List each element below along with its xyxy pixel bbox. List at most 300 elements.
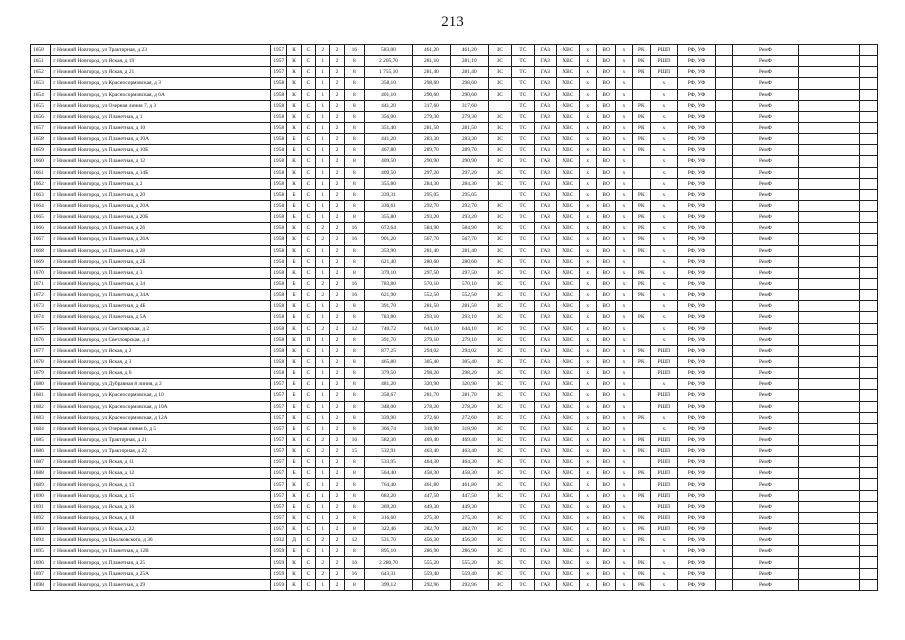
cell-roof-type: С bbox=[301, 167, 315, 178]
cell-extra-column bbox=[799, 145, 860, 156]
cell-address: г Нижний Новгород, ул Планетная, д 12 bbox=[51, 156, 271, 167]
cell-water-disposal: ВО bbox=[596, 557, 615, 568]
cell-entrances: 1 bbox=[316, 501, 330, 512]
cell-build-year: 1958 bbox=[271, 334, 287, 345]
cell-row-number: 1696 bbox=[31, 557, 51, 568]
cell-build-year: 1958 bbox=[271, 301, 287, 312]
cell-floors: 2 bbox=[330, 312, 344, 323]
cell-ventilation: х bbox=[579, 334, 596, 345]
cell-water-disposal: ВО bbox=[596, 512, 615, 523]
cell-water-disposal: ВО bbox=[596, 524, 615, 535]
cell-roof-repair: РК bbox=[632, 468, 650, 479]
cell-heat-supply: ТС bbox=[512, 323, 534, 334]
cell-row-number: 1669 bbox=[31, 256, 51, 267]
cell-cold-water-supply: ЗС bbox=[488, 200, 511, 211]
cell-residential-area: 281,40 bbox=[450, 67, 488, 78]
cell-entrances: 1 bbox=[316, 56, 330, 67]
cell-apartments: 8 bbox=[344, 345, 364, 356]
cell-residential-area: 464,30 bbox=[450, 457, 488, 468]
cell-roof-repair: РК bbox=[632, 568, 650, 579]
cell-hot-water-supply: ХВС bbox=[557, 356, 579, 367]
cell-total-area: 621,40 bbox=[365, 256, 413, 267]
cell-roof-type: С bbox=[301, 479, 315, 490]
cell-residential-area: 555,20 bbox=[450, 557, 488, 568]
cell-unused-mark bbox=[716, 568, 732, 579]
cell-roof-repair bbox=[632, 167, 650, 178]
cell-residential-area: 317,60 bbox=[450, 100, 488, 111]
cell-blank-column bbox=[860, 134, 878, 145]
table-row bbox=[31, 434, 878, 445]
cell-facade-repair: РФ, УФ bbox=[677, 457, 716, 468]
table-row bbox=[31, 546, 878, 557]
cell-row-number: 1671 bbox=[31, 278, 51, 289]
cell-blank-column bbox=[860, 557, 878, 568]
cell-water-disposal: ВО bbox=[596, 546, 615, 557]
cell-apartments: 8 bbox=[344, 245, 364, 256]
cell-total-area: 379,50 bbox=[365, 368, 413, 379]
cell-ventilation: х bbox=[579, 145, 596, 156]
cell-total-area: 2 205,70 bbox=[365, 56, 413, 67]
cell-basement-repair: х bbox=[651, 200, 678, 211]
cell-floors: 2 bbox=[330, 434, 344, 445]
cell-electric-supply: х bbox=[616, 479, 632, 490]
cell-water-disposal: ВО bbox=[596, 89, 615, 100]
cell-living-area: 279,10 bbox=[413, 334, 451, 345]
cell-heat-supply: ТС bbox=[512, 134, 534, 145]
cell-wall-material: К bbox=[287, 156, 301, 167]
cell-basement-repair: х bbox=[651, 546, 678, 557]
cell-hot-water-supply: ХВС bbox=[557, 345, 579, 356]
cell-hot-water-supply: ХВС bbox=[557, 434, 579, 445]
cell-hot-water-supply: ХВС bbox=[557, 379, 579, 390]
cell-hot-water-supply: ХВС bbox=[557, 446, 579, 457]
cell-floors: 2 bbox=[330, 78, 344, 89]
cell-total-area: 379,10 bbox=[365, 267, 413, 278]
cell-extra-column bbox=[799, 122, 860, 133]
cell-unused-mark bbox=[716, 423, 732, 434]
cell-roof-repair: РК bbox=[632, 579, 650, 590]
cell-living-area: 281,50 bbox=[413, 122, 451, 133]
cell-electric-supply: х bbox=[616, 89, 632, 100]
cell-unused-mark bbox=[716, 579, 732, 590]
cell-wall-material: К bbox=[287, 579, 301, 590]
cell-row-number: 1673 bbox=[31, 301, 51, 312]
cell-total-area: 409,50 bbox=[365, 156, 413, 167]
cell-roof-type: С bbox=[301, 535, 315, 546]
cell-repair-fund: РемФ bbox=[732, 278, 798, 289]
cell-build-year: 1958 bbox=[271, 256, 287, 267]
cell-total-area: 355,80 bbox=[365, 178, 413, 189]
cell-build-year: 1957 bbox=[271, 479, 287, 490]
cell-roof-type: С bbox=[301, 390, 315, 401]
cell-extra-column bbox=[799, 468, 860, 479]
cell-residential-area: 469,40 bbox=[450, 434, 488, 445]
cell-facade-repair: РФ, УФ bbox=[677, 368, 716, 379]
cell-ventilation: х bbox=[579, 535, 596, 546]
cell-address: г Нижний Новгород, ул Светлоярская, д 2 bbox=[51, 323, 271, 334]
cell-wall-material: Б bbox=[287, 423, 301, 434]
cell-total-area: 351,40 bbox=[365, 122, 413, 133]
cell-heat-supply: ТС bbox=[512, 501, 534, 512]
cell-roof-repair bbox=[632, 256, 650, 267]
cell-ventilation: х bbox=[579, 200, 596, 211]
cell-extra-column bbox=[799, 423, 860, 434]
cell-heat-supply: ТС bbox=[512, 446, 534, 457]
cell-residential-area: 280,60 bbox=[450, 256, 488, 267]
cell-repair-fund: РемФ bbox=[732, 457, 798, 468]
cell-water-disposal: ВО bbox=[596, 178, 615, 189]
cell-roof-repair bbox=[632, 479, 650, 490]
cell-entrances: 1 bbox=[316, 256, 330, 267]
cell-entrances: 1 bbox=[316, 156, 330, 167]
cell-repair-fund: РемФ bbox=[732, 89, 798, 100]
cell-address: г Нижний Новгород, ул Планетная, д 3 bbox=[51, 267, 271, 278]
cell-facade-repair: РФ, УФ bbox=[677, 223, 716, 234]
cell-living-area: 272,60 bbox=[413, 412, 451, 423]
cell-row-number: 1693 bbox=[31, 524, 51, 535]
cell-blank-column bbox=[860, 356, 878, 367]
cell-living-area: 293,20 bbox=[413, 212, 451, 223]
cell-floors: 2 bbox=[330, 535, 344, 546]
cell-cold-water-supply: ЗС bbox=[488, 145, 511, 156]
cell-roof-repair bbox=[632, 423, 650, 434]
cell-roof-repair: РК bbox=[632, 412, 650, 423]
cell-ventilation: х bbox=[579, 301, 596, 312]
cell-facade-repair: РФ, УФ bbox=[677, 401, 716, 412]
cell-total-area: 409,50 bbox=[365, 167, 413, 178]
cell-blank-column bbox=[860, 234, 878, 245]
cell-cold-water-supply: ЗС bbox=[488, 212, 511, 223]
cell-gas-supply: ГАЗ bbox=[534, 434, 556, 445]
cell-build-year: 1932 bbox=[271, 535, 287, 546]
cell-repair-fund: РемФ bbox=[732, 301, 798, 312]
cell-hot-water-supply: ХВС bbox=[557, 45, 579, 56]
cell-unused-mark bbox=[716, 122, 732, 133]
cell-gas-supply: ГАЗ bbox=[534, 156, 556, 167]
cell-unused-mark bbox=[716, 167, 732, 178]
cell-build-year: 1958 bbox=[271, 167, 287, 178]
cell-extra-column bbox=[799, 501, 860, 512]
cell-basement-repair: х bbox=[651, 278, 678, 289]
cell-row-number: 1665 bbox=[31, 212, 51, 223]
cell-address: г Нижний Новгород, ул Яская, д 21 bbox=[51, 67, 271, 78]
cell-address: г Нижний Новгород, ул Планетная, д 10А bbox=[51, 134, 271, 145]
cell-apartments: 8 bbox=[344, 368, 364, 379]
cell-row-number: 1658 bbox=[31, 134, 51, 145]
cell-extra-column bbox=[799, 368, 860, 379]
cell-heat-supply: ТС bbox=[512, 100, 534, 111]
cell-wall-material: Б bbox=[287, 145, 301, 156]
cell-basement-repair: РШП bbox=[651, 56, 678, 67]
cell-ventilation: х bbox=[579, 490, 596, 501]
cell-blank-column bbox=[860, 368, 878, 379]
cell-residential-area: 463,40 bbox=[450, 446, 488, 457]
cell-hot-water-supply: ХВС bbox=[557, 234, 579, 245]
cell-hot-water-supply: ХВС bbox=[557, 223, 579, 234]
cell-floors: 2 bbox=[330, 446, 344, 457]
cell-heat-supply: ТС bbox=[512, 568, 534, 579]
cell-ventilation: х bbox=[579, 568, 596, 579]
cell-address: г Нижний Новгород, ул Яская, д 13 bbox=[51, 479, 271, 490]
cell-total-area: 901,20 bbox=[365, 234, 413, 245]
cell-wall-material: К bbox=[287, 479, 301, 490]
cell-apartments: 16 bbox=[344, 278, 364, 289]
cell-gas-supply: ГАЗ bbox=[534, 379, 556, 390]
cell-hot-water-supply: ХВС bbox=[557, 524, 579, 535]
cell-apartments: 16 bbox=[344, 568, 364, 579]
cell-gas-supply: ГАЗ bbox=[534, 457, 556, 468]
cell-gas-supply: ГАЗ bbox=[534, 301, 556, 312]
cell-entrances: 1 bbox=[316, 479, 330, 490]
cell-row-number: 1661 bbox=[31, 167, 51, 178]
table-row bbox=[31, 111, 878, 122]
cell-living-area: 320,90 bbox=[413, 379, 451, 390]
cell-living-area: 456,30 bbox=[413, 535, 451, 546]
cell-apartments: 8 bbox=[344, 512, 364, 523]
cell-apartments: 16 bbox=[344, 234, 364, 245]
cell-floors: 2 bbox=[330, 423, 344, 434]
cell-water-disposal: ВО bbox=[596, 78, 615, 89]
cell-apartments: 8 bbox=[344, 189, 364, 200]
cell-floors: 2 bbox=[330, 557, 344, 568]
cell-entrances: 2 bbox=[316, 446, 330, 457]
cell-gas-supply: ГАЗ bbox=[534, 290, 556, 301]
cell-apartments: 8 bbox=[344, 312, 364, 323]
cell-entrances: 1 bbox=[316, 401, 330, 412]
cell-cold-water-supply: ЗС bbox=[488, 223, 511, 234]
cell-apartments: 8 bbox=[344, 145, 364, 156]
cell-blank-column bbox=[860, 189, 878, 200]
cell-apartments: 8 bbox=[344, 89, 364, 100]
cell-floors: 2 bbox=[330, 178, 344, 189]
cell-extra-column bbox=[799, 45, 860, 56]
cell-build-year: 1958 bbox=[271, 345, 287, 356]
cell-total-area: 339,90 bbox=[365, 412, 413, 423]
cell-water-disposal: ВО bbox=[596, 301, 615, 312]
cell-entrances: 1 bbox=[316, 379, 330, 390]
cell-wall-material: Б bbox=[287, 468, 301, 479]
cell-repair-fund: РемФ bbox=[732, 167, 798, 178]
cell-apartments: 16 bbox=[344, 557, 364, 568]
table-row bbox=[31, 368, 878, 379]
cell-repair-fund: РемФ bbox=[732, 501, 798, 512]
cell-cold-water-supply: ЗС bbox=[488, 301, 511, 312]
cell-gas-supply: ГАЗ bbox=[534, 45, 556, 56]
cell-repair-fund: РемФ bbox=[732, 134, 798, 145]
cell-address: г Нижний Новгород, ул Планетная, д 20 bbox=[51, 189, 271, 200]
cell-floors: 2 bbox=[330, 167, 344, 178]
cell-repair-fund: РемФ bbox=[732, 178, 798, 189]
cell-living-area: 292,70 bbox=[413, 200, 451, 211]
cell-total-area: 391,70 bbox=[365, 334, 413, 345]
cell-residential-area: 278,20 bbox=[450, 401, 488, 412]
cell-extra-column bbox=[799, 212, 860, 223]
cell-ventilation: х bbox=[579, 256, 596, 267]
cell-electric-supply: х bbox=[616, 535, 632, 546]
cell-roof-type: С bbox=[301, 156, 315, 167]
cell-repair-fund: РемФ bbox=[732, 323, 798, 334]
cell-wall-material: Б bbox=[287, 546, 301, 557]
cell-blank-column bbox=[860, 345, 878, 356]
cell-blank-column bbox=[860, 379, 878, 390]
cell-wall-material: К bbox=[287, 234, 301, 245]
cell-facade-repair: РФ, УФ bbox=[677, 501, 716, 512]
cell-apartments: 8 bbox=[344, 267, 364, 278]
cell-cold-water-supply: ЗС bbox=[488, 379, 511, 390]
cell-wall-material: Б bbox=[287, 212, 301, 223]
cell-apartments: 8 bbox=[344, 56, 364, 67]
cell-wall-material: Б bbox=[287, 290, 301, 301]
cell-blank-column bbox=[860, 412, 878, 423]
cell-wall-material: К bbox=[287, 78, 301, 89]
cell-apartments: 8 bbox=[344, 301, 364, 312]
cell-heat-supply: ТС bbox=[512, 67, 534, 78]
cell-water-disposal: ВО bbox=[596, 356, 615, 367]
cell-facade-repair: РФ, УФ bbox=[677, 412, 716, 423]
cell-roof-type: С bbox=[301, 568, 315, 579]
cell-roof-repair: РК bbox=[632, 134, 650, 145]
cell-repair-fund: РемФ bbox=[732, 568, 798, 579]
cell-extra-column bbox=[799, 67, 860, 78]
cell-heat-supply: ТС bbox=[512, 479, 534, 490]
cell-wall-material: К bbox=[287, 356, 301, 367]
cell-roof-type: С bbox=[301, 134, 315, 145]
cell-row-number: 1674 bbox=[31, 312, 51, 323]
cell-repair-fund: РемФ bbox=[732, 45, 798, 56]
cell-build-year: 1957 bbox=[271, 56, 287, 67]
cell-residential-area: 283,30 bbox=[450, 134, 488, 145]
cell-blank-column bbox=[860, 245, 878, 256]
cell-total-area: 531,70 bbox=[365, 535, 413, 546]
cell-living-area: 281,50 bbox=[413, 301, 451, 312]
cell-roof-type: С bbox=[301, 434, 315, 445]
cell-residential-area: 293,20 bbox=[450, 212, 488, 223]
cell-electric-supply: х bbox=[616, 401, 632, 412]
cell-entrances: 1 bbox=[316, 178, 330, 189]
cell-total-area: 740,72 bbox=[365, 323, 413, 334]
table-row bbox=[31, 278, 878, 289]
cell-water-disposal: ВО bbox=[596, 56, 615, 67]
cell-roof-type: С bbox=[301, 45, 315, 56]
cell-row-number: 1675 bbox=[31, 323, 51, 334]
cell-living-area: 297,20 bbox=[413, 167, 451, 178]
cell-heat-supply: ТС bbox=[512, 512, 534, 523]
cell-entrances: 2 bbox=[316, 434, 330, 445]
cell-facade-repair: РФ, УФ bbox=[677, 334, 716, 345]
cell-address: г Нижний Новгород, ул Планетная, д 4Б bbox=[51, 301, 271, 312]
cell-roof-type: С bbox=[301, 579, 315, 590]
cell-cold-water-supply: ЗС bbox=[488, 512, 511, 523]
cell-apartments: 8 bbox=[344, 156, 364, 167]
cell-roof-type: П bbox=[301, 334, 315, 345]
cell-unused-mark bbox=[716, 535, 732, 546]
cell-extra-column bbox=[799, 512, 860, 523]
cell-electric-supply: х bbox=[616, 446, 632, 457]
cell-water-disposal: ВО bbox=[596, 479, 615, 490]
cell-electric-supply: х bbox=[616, 457, 632, 468]
cell-residential-area: 461,80 bbox=[450, 479, 488, 490]
cell-apartments: 8 bbox=[344, 468, 364, 479]
cell-total-area: 532,91 bbox=[365, 446, 413, 457]
cell-roof-repair bbox=[632, 457, 650, 468]
cell-roof-type: С bbox=[301, 278, 315, 289]
cell-roof-repair: РК bbox=[632, 356, 650, 367]
cell-hot-water-supply: ХВС bbox=[557, 178, 579, 189]
cell-roof-type: С bbox=[301, 145, 315, 156]
cell-cold-water-supply: ЗС bbox=[488, 67, 511, 78]
cell-build-year: 1957 bbox=[271, 390, 287, 401]
cell-apartments: 8 bbox=[344, 390, 364, 401]
cell-roof-repair: РК bbox=[632, 345, 650, 356]
cell-hot-water-supply: ХВС bbox=[557, 401, 579, 412]
cell-electric-supply: х bbox=[616, 134, 632, 145]
cell-address: г Нижний Новгород, ул Планетная, д 10 bbox=[51, 122, 271, 133]
cell-row-number: 1679 bbox=[31, 368, 51, 379]
cell-gas-supply: ГАЗ bbox=[534, 267, 556, 278]
cell-row-number: 1697 bbox=[31, 568, 51, 579]
cell-total-area: 336,61 bbox=[365, 200, 413, 211]
cell-total-area: 401,10 bbox=[365, 89, 413, 100]
cell-wall-material: К bbox=[287, 56, 301, 67]
cell-total-area: 391,70 bbox=[365, 301, 413, 312]
cell-living-area: 461,80 bbox=[413, 479, 451, 490]
cell-total-area: 877,25 bbox=[365, 345, 413, 356]
cell-wall-material: Б bbox=[287, 312, 301, 323]
cell-electric-supply: х bbox=[616, 334, 632, 345]
cell-cold-water-supply: ЗС bbox=[488, 156, 511, 167]
cell-wall-material: Д bbox=[287, 535, 301, 546]
cell-repair-fund: РемФ bbox=[732, 557, 798, 568]
cell-repair-fund: РемФ bbox=[732, 579, 798, 590]
cell-row-number: 1692 bbox=[31, 512, 51, 523]
cell-residential-area: 447,50 bbox=[450, 490, 488, 501]
cell-gas-supply: ГАЗ bbox=[534, 323, 556, 334]
cell-extra-column bbox=[799, 111, 860, 122]
cell-basement-repair: РШП bbox=[651, 501, 678, 512]
cell-facade-repair: РФ, УФ bbox=[677, 490, 716, 501]
cell-hot-water-supply: ХВС bbox=[557, 368, 579, 379]
cell-floors: 2 bbox=[330, 479, 344, 490]
cell-roof-type: С bbox=[301, 557, 315, 568]
cell-extra-column bbox=[799, 256, 860, 267]
cell-ventilation: х bbox=[579, 78, 596, 89]
cell-heat-supply: ТС bbox=[512, 412, 534, 423]
cell-gas-supply: ГАЗ bbox=[534, 501, 556, 512]
cell-ventilation: х bbox=[579, 457, 596, 468]
cell-electric-supply: х bbox=[616, 267, 632, 278]
cell-roof-type: С bbox=[301, 200, 315, 211]
cell-facade-repair: РФ, УФ bbox=[677, 45, 716, 56]
cell-water-disposal: ВО bbox=[596, 434, 615, 445]
cell-floors: 2 bbox=[330, 579, 344, 590]
cell-row-number: 1690 bbox=[31, 490, 51, 501]
cell-apartments: 8 bbox=[344, 167, 364, 178]
cell-water-disposal: ВО bbox=[596, 156, 615, 167]
cell-living-area: 464,30 bbox=[413, 457, 451, 468]
cell-hot-water-supply: ХВС bbox=[557, 267, 579, 278]
cell-wall-material: К bbox=[287, 122, 301, 133]
table-row bbox=[31, 234, 878, 245]
cell-facade-repair: РФ, УФ bbox=[677, 200, 716, 211]
cell-electric-supply: х bbox=[616, 423, 632, 434]
cell-build-year: 1957 bbox=[271, 457, 287, 468]
cell-cold-water-supply: ЗС bbox=[488, 579, 511, 590]
cell-unused-mark bbox=[716, 546, 732, 557]
cell-wall-material: Б bbox=[287, 390, 301, 401]
cell-cold-water-supply: ЗС bbox=[488, 546, 511, 557]
cell-electric-supply: х bbox=[616, 412, 632, 423]
cell-address: г Нижний Новгород, ул Красносормовская, д 10А bbox=[51, 401, 271, 412]
